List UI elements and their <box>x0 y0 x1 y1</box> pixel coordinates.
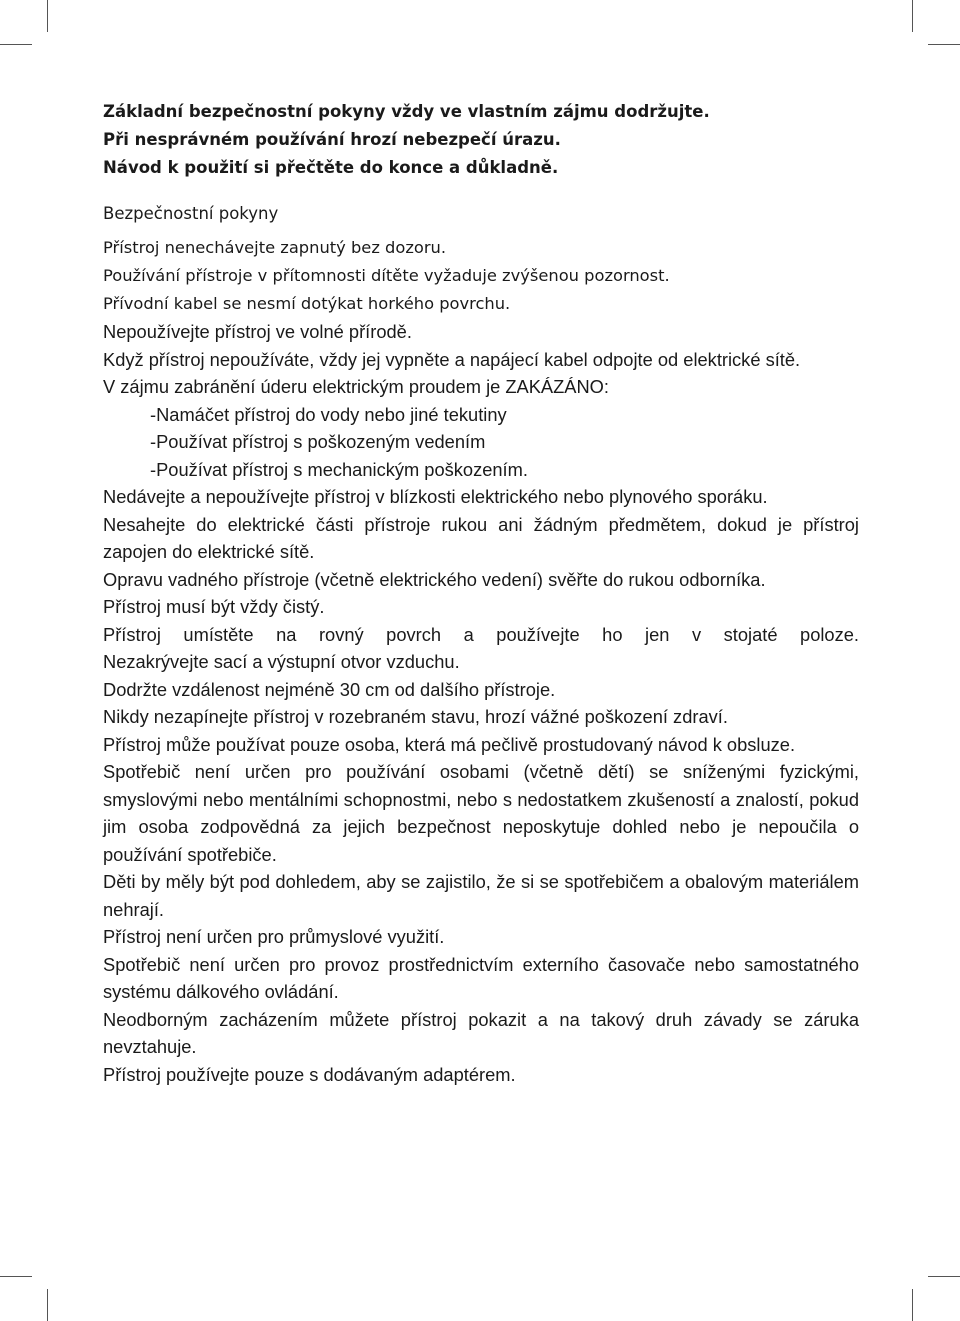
instruction-item: Spotřebič není určen pro provoz prostřednictvím externího časovače nebo samostatného systému dálkového ovládání. <box>103 953 859 1002</box>
crop-mark-bottom-left-vertical <box>47 1289 48 1321</box>
safety-instructions <box>103 98 859 1088</box>
instruction-item: Spotřebič není určen pro používání osobami (včetně dětí) se sníženými fyzickými, smyslovými nebo mentálními schopnostmi, nebo s nedostatkem zkušeností a znalostí, pokud jim osoba zodpovědná za jejich bezpečnost neposkytuje dohled nebo je nepoučila o používání spotřebiče. <box>103 761 859 865</box>
forbidden-item: -Používat přístroj s poškozeným vedením <box>150 431 486 452</box>
instruction-item: Nedávejte a nepoužívejte přístroj v blízkosti elektrického nebo plynového sporáku. <box>103 486 768 507</box>
crop-mark-top-right-horizontal <box>928 44 960 45</box>
crop-mark-top-left-horizontal <box>0 44 32 45</box>
crop-mark-top-left-vertical <box>47 0 48 32</box>
instruction-item: Přístroj může používat pouze osoba, která má pečlivě prostudovaný návod k obsluze. <box>103 733 796 755</box>
section-heading: Bezpečnostní pokyny <box>103 204 279 223</box>
intro-block <box>103 98 859 182</box>
instruction-item: Přístroj musí být vždy čistý. <box>103 596 325 617</box>
forbidden-item: -Používat přístroj s mechanickým poškozením. <box>150 458 528 480</box>
forbidden-item: -Namáčet přístroj do vody nebo jiné tekutiny <box>150 403 507 425</box>
forbidden-intro: V zájmu zabránění úderu elektrickým proudem je ZAKÁZÁNO: <box>103 376 609 397</box>
instruction-item: Přístroj používejte pouze s dodávaným adaptérem. <box>103 1063 516 1085</box>
instruction-item: Přístroj není určen pro průmyslové využití. <box>103 926 445 947</box>
instruction-item: Nezakrývejte sací a výstupní otvor vzduchu. <box>103 651 460 672</box>
intro-line: Při nesprávném používání hrozí nebezpečí úrazu. <box>103 130 561 149</box>
instruction-item: Přístroj umístěte na rovný povrch a používejte ho jen v stojaté poloze. <box>103 623 859 645</box>
instruction-item: Přívodní kabel se nesmí dotýkat horkého povrchu. <box>103 294 511 313</box>
instruction-item: Děti by měly být pod dohledem, aby se zajistilo, že si se spotřebičem a obalovým materiálem nehrají. <box>103 871 859 920</box>
instruction-item: Používání přístroje v přítomnosti dítěte vyžaduje zvýšenou pozornost. <box>103 266 670 285</box>
crop-mark-top-right-vertical <box>912 0 913 32</box>
instruction-item: Neodborným zacházením můžete přístroj pokazit a na takový druh závady se záruka nevztahuje. <box>103 1008 859 1057</box>
intro-line: Základní bezpečnostní pokyny vždy ve vlastním zájmu dodržujte. <box>103 102 710 121</box>
instruction-item: Když přístroj nepoužíváte, vždy jej vypněte a napájecí kabel odpojte od elektrické sítě. <box>103 348 801 370</box>
instruction-item: Přístroj nenechávejte zapnutý bez dozoru. <box>103 238 447 257</box>
crop-mark-bottom-right-vertical <box>912 1289 913 1321</box>
instruction-item: Dodržte vzdálenost nejméně 30 cm od dalšího přístroje. <box>103 678 556 700</box>
instruction-item: Nepoužívejte přístroj ve volné přírodě. <box>103 321 412 342</box>
instruction-item: Opravu vadného přístroje (včetně elektrického vedení) svěřte do rukou odborníka. <box>103 568 766 590</box>
instruction-item: Nikdy nezapínejte přístroj v rozebraném stavu, hrozí vážné poškození zdraví. <box>103 706 728 727</box>
instruction-item: Nesahejte do elektrické části přístroje rukou ani žádným předmětem, dokud je přístroj zapojen do elektrické sítě. <box>103 513 859 562</box>
intro-line: Návod k použití si přečtěte do konce a důkladně. <box>103 158 559 177</box>
crop-mark-bottom-left-horizontal <box>0 1276 32 1277</box>
crop-mark-bottom-right-horizontal <box>928 1276 960 1277</box>
